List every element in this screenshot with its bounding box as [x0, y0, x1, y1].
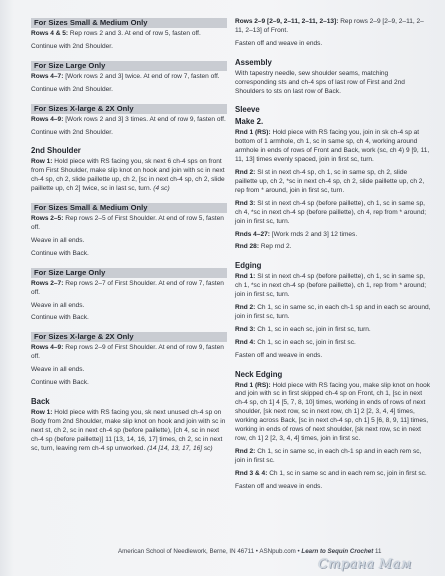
instruction-paragraph — [235, 339, 431, 348]
instruction-paragraph — [235, 470, 431, 479]
right-column — [235, 18, 431, 496]
instruction-paragraph — [31, 73, 227, 82]
note-paragraph: Continue with Back. — [31, 249, 89, 257]
section-subtitle: Sleeve — [235, 105, 260, 115]
row-label: Rnd 3 & 4: — [235, 469, 268, 477]
section-subtitle: Assembly — [235, 57, 272, 67]
instruction-paragraph — [235, 304, 431, 322]
row-label: Rows 2–5: — [31, 215, 64, 223]
note-paragraph: Continue with 2nd Shoulder. — [31, 85, 113, 93]
section-subtitle: Back — [31, 396, 50, 406]
section-header: For Size Large Only — [31, 61, 227, 71]
row-text: Sl st in next ch-4 sp (before paillette), ch 1, sc in same sp, ch 1, *sc in next ch-4 sp (before paillette), ch 1, rep from * around; join in first sc, turn. — [235, 273, 427, 299]
stitch-count: (4 sc) — [151, 185, 170, 193]
publisher-info: American School of Needlework, Berne, IN 46711 • ASNpub.com • — [118, 548, 300, 555]
row-label: Rnd 1: — [235, 273, 256, 281]
make-count: Make 2. — [235, 117, 264, 127]
note-paragraph: Weave in all ends. — [31, 236, 85, 244]
row-label: Rnd 4: — [235, 338, 256, 346]
section-header: For Sizes Small & Medium Only — [31, 203, 227, 213]
note-paragraph: Fasten off and weave in ends. — [235, 482, 323, 490]
instruction-paragraph — [235, 18, 431, 36]
row-text: Ch 1, sc in each sc, join in first sc. — [255, 338, 356, 346]
row-text: Rep rows 2–9 of First Shoulder. At end of row 9, fasten off. — [31, 344, 224, 361]
row-text: Rep rnd 2. — [259, 243, 292, 251]
row-label: Rnd 1 (RS): — [235, 129, 271, 137]
note-paragraph: Weave in all ends. — [31, 301, 85, 309]
instruction-paragraph — [31, 158, 227, 194]
note-paragraph: Continue with Back. — [31, 379, 89, 387]
row-text: Ch 1, sc in same sc, in each ch-1 sp and in each rem sc, join in first sc. — [235, 447, 422, 464]
row-label: Row 1: — [31, 158, 53, 166]
row-text: Rep rows 2–7 of First Shoulder. At end of row 7, fasten off. — [31, 279, 224, 296]
row-label: Rnd 3: — [235, 199, 256, 207]
row-text: Rep rows 2–5 of First Shoulder. At end of row 5, fasten off. — [31, 215, 224, 231]
row-label: Rnds 4–27: — [235, 230, 270, 238]
row-label: Rnd 28: — [235, 243, 260, 251]
instruction-paragraph — [31, 30, 227, 39]
stitch-count: (14 [14, 13, 17, 16] sc) — [145, 444, 213, 452]
row-text: Ch 1, sc in same sc, in each ch-1 sp and in each sc around, join in first sc, turn. — [235, 304, 431, 320]
row-label: Rows 4–9: — [31, 344, 64, 352]
instruction-paragraph — [235, 273, 431, 300]
note-paragraph: Weave in all ends. — [31, 366, 85, 374]
row-label: Rows 4–7: — [31, 72, 64, 80]
row-label: Rnd 2: — [235, 304, 256, 312]
row-text: Sl st in next ch-4 sp (before paillette), ch 1, sc in same sp, ch 4, *sc in next ch-4 sp (before paillette), ch 4, rep from * around; join in first sc, turn. — [235, 199, 427, 225]
site-watermark: Страна Мам — [318, 557, 412, 572]
row-text: Sl st in next ch-4 sp, ch 1, sc in same sp, ch 2, slide paillette up, ch 2, *sc in next ch-4 sp, ch 2, slide paillette up, ch 2, rep from * around, join in first sc, turn. — [235, 169, 425, 194]
instruction-paragraph: With tapestry needle, sew shoulder seams, matching corresponding sts and ch-4 sps of last row of First and 2nd Shoulders to sts on last row of Back. — [235, 69, 405, 95]
row-text: [Work rows 2 and 3] twice. At end of row 7, fasten off. — [63, 72, 220, 80]
note-paragraph: Fasten off and weave in ends. — [235, 351, 323, 359]
section-header: For Size Large Only — [31, 268, 227, 278]
section-subtitle: Edging — [235, 261, 262, 271]
instruction-paragraph — [235, 243, 431, 252]
row-text: Ch 1, sc in same sc and in each rem sc, join in first sc. — [267, 469, 427, 477]
note-paragraph: Fasten off and weave in ends. — [235, 39, 323, 47]
row-label: Rows 2–9 [2–9, 2–11, 2–11, 2–13]: — [235, 18, 339, 25]
row-text: Hold piece with RS facing you, make slip knot on hook and join with sc in first skipped ch-4 sp on Front, ch 1, [sc in next ch-4 sp, ch 1] 4 [5, 7, 8, 10] times, working in ends of rows of next shoulder, [sk next row, sc in next row, ch 1] 2 [2, 3, 4, 4] times, working across Back, [sc in next ch-4 sp, ch 1] 5 [6, 8, 9, 11] times, working in ends of rows of next shoulder, [sk next row, sc in next row, ch 1] 2 [2, 3, 4, 4] times, join in first sc. — [235, 381, 431, 442]
instruction-paragraph — [235, 448, 431, 466]
row-text: Hold piece with RS facing you, join in sk ch-4 sp at bottom of 1 armhole, ch 1, sc in same sp, ch 4, working around armhole in ends of rows of Front and Back, work (sc, ch 4) 9 [9, 11, 11, 13] times evenly spaced, join in first sc, turn. — [235, 129, 430, 164]
instruction-paragraph — [31, 344, 227, 362]
row-text: [Work rows 2 and 3] 3 times. At end of row 9, fasten off. — [63, 115, 226, 123]
instruction-paragraph — [31, 280, 227, 298]
section-header: For Sizes X-large & 2X Only — [31, 104, 227, 114]
instruction-paragraph — [235, 382, 431, 444]
section-header: For Sizes Small & Medium Only — [31, 18, 227, 28]
note-paragraph: Continue with Back. — [31, 314, 89, 322]
instruction-paragraph — [31, 409, 227, 454]
note-paragraph: Continue with 2nd Shoulder. — [31, 42, 113, 50]
instruction-paragraph — [31, 116, 227, 125]
row-label: Rnd 2: — [235, 169, 256, 177]
instruction-paragraph — [235, 231, 431, 240]
row-text: Rep rows 2 and 3. At end of row 5, fasten off. — [68, 30, 201, 37]
instruction-paragraph — [235, 326, 431, 335]
row-text: Ch 1, sc in each sc, join in first sc, turn. — [255, 325, 371, 333]
row-label: Rnd 1 (RS): — [235, 381, 271, 389]
page-number: 11 — [375, 548, 382, 555]
instruction-paragraph — [235, 200, 431, 227]
instruction-paragraph — [235, 129, 431, 165]
row-text: Hold piece with RS facing you, sk next unused ch-4 sp on Body from 2nd Shoulder, make slip knot on hook and join with sc in next st, ch 2, sc in next ch-4 sp (before paillette), [ch 4, sc in next ch-4 sp (before paillette)] 11 [13, 14, 16, 17] times, ch 2, sc in next sc, turn, leaving rem ch-4 sp unworked. — [31, 408, 226, 452]
row-label: Row 1: — [31, 408, 53, 416]
section-subtitle: 2nd Shoulder — [31, 146, 81, 156]
row-label: Rows 4 & 5: — [31, 30, 69, 37]
page-footer — [118, 548, 438, 555]
row-text: Rep rows 2–9 [2–9, 2–11, 2–11, 2–13] of Front. — [235, 18, 424, 34]
note-paragraph: Continue with 2nd Shoulder. — [31, 128, 113, 136]
instruction-paragraph — [235, 169, 431, 196]
row-label: Rnd 2: — [235, 447, 256, 455]
publication-title: Learn to Sequin Crochet — [301, 548, 374, 555]
section-header: For Sizes X-large & 2X Only — [31, 332, 227, 342]
left-column — [31, 18, 227, 457]
row-label: Rows 2–7: — [31, 279, 64, 287]
instruction-paragraph — [31, 215, 227, 233]
section-subtitle: Neck Edging — [235, 369, 283, 379]
row-label: Rows 4–9: — [31, 115, 64, 123]
row-text: [Work rnds 2 and 3] 12 times. — [269, 230, 358, 238]
row-text: Hold piece with RS facing you, sk next 6 ch-4 sps on front from First Shoulder, make slip knot on hook and join with sc in next ch-4 sp, ch 2, slide paillette up, ch 2, [sc in next ch-4 sp, ch 2, slide paillette up, ch 2] twice, sc in last sc, turn. — [31, 158, 225, 193]
row-label: Rnd 3: — [235, 325, 256, 333]
